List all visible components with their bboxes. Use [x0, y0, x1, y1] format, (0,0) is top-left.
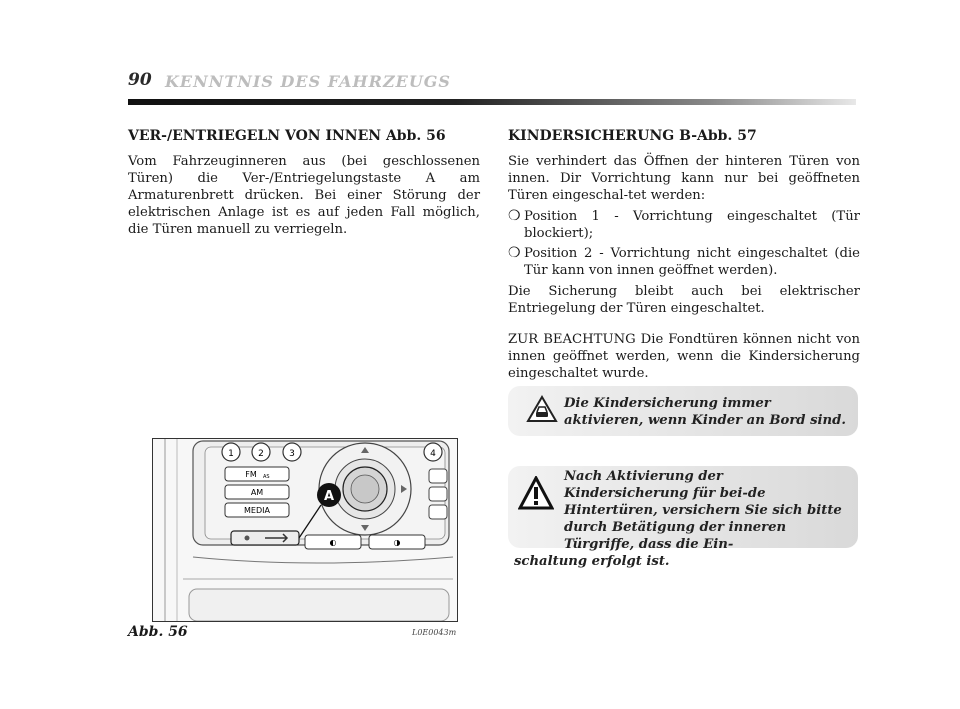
child-lock-remark: Die Sicherung bleibt auch bei elektrischer Entriegelung der Türen eingeschaltet. — [508, 284, 860, 316]
right-column — [508, 128, 860, 386]
figure-code: L0E0043m — [412, 628, 457, 637]
child-safety-warning — [508, 386, 858, 436]
section-heading-child-lock: KINDERSICHERUNG B-Abb. 57 — [508, 128, 757, 144]
list-item-text: Position 1 - Vorrichtung eingeschaltet (Tür blockiert); — [524, 209, 860, 241]
preset-2-label: 2 — [258, 449, 264, 459]
preset-4-label: 4 — [430, 449, 436, 459]
list-item-text: Position 2 - Vorrichtung nicht eingeschaltet (die Tür kann von innen geöffnet werden). — [524, 246, 860, 278]
door-handle-warning — [508, 466, 858, 569]
warning-text-full: schaltung erfolgt ist. — [514, 554, 670, 569]
attention-note: ZUR BEACHTUNG Die Fondtüren können nicht von innen geöffnet werden, wenn die Kindersicherung eingeschaltet wurde. — [508, 332, 860, 381]
list-item — [508, 208, 860, 242]
media-button-label: MEDIA — [244, 506, 270, 515]
header-rule — [128, 99, 856, 105]
fm-button-label: FM — [245, 470, 257, 479]
radio-console-illustration — [153, 439, 457, 621]
child-seat-icon — [526, 395, 558, 423]
left-column — [128, 128, 480, 242]
warning-text: Die Kindersicherung immer aktivieren, wenn Kinder an Bord sind. — [564, 396, 846, 428]
callout-a-label: A — [323, 489, 335, 504]
figure-caption: Abb. 56 — [128, 624, 188, 640]
dashboard-figure — [152, 438, 458, 622]
position-list — [508, 208, 860, 279]
list-item — [508, 245, 860, 279]
bullet-circle-icon: ❍ — [508, 245, 521, 261]
warning-triangle-icon — [518, 476, 554, 510]
bullet-circle-icon: ❍ — [508, 208, 521, 224]
section-heading-lock: VER-/ENTRIEGELN VON INNEN Abb. 56 — [128, 128, 446, 144]
fm-subscript: AS — [263, 474, 270, 480]
preset-3-label: 3 — [289, 449, 295, 459]
page-number: 90 — [128, 70, 152, 90]
preset-1-label: 1 — [228, 449, 234, 459]
running-title: KENNTNIS DES FAHRZEUGS — [165, 72, 451, 91]
svg-text:◑: ◑ — [393, 538, 401, 547]
warning-text-indented: Nach Aktivierung der Kindersicherung für bei-de Hintertüren, versichern Sie sich bitte durch Betätigung der inneren Türgriffe, dass die Ein- — [564, 469, 842, 552]
lock-body-text: Vom Fahrzeuginneren aus (bei geschlossenen Türen) die Ver-/Entriegelungstaste A am Armaturenbrett drücken. Bei einer Störung der elektrischen Anlage ist es auf jeden Fall möglich, die Türen manuell zu verriegeln. — [128, 154, 480, 237]
child-lock-intro: Sie verhindert das Öffnen der hinteren Türen von innen. Dir Vorrichtung kann nur bei geöffneten Türen eingeschal-tet werden: — [508, 154, 860, 203]
svg-text:◐: ◐ — [329, 538, 337, 547]
am-button-label: AM — [250, 488, 264, 497]
